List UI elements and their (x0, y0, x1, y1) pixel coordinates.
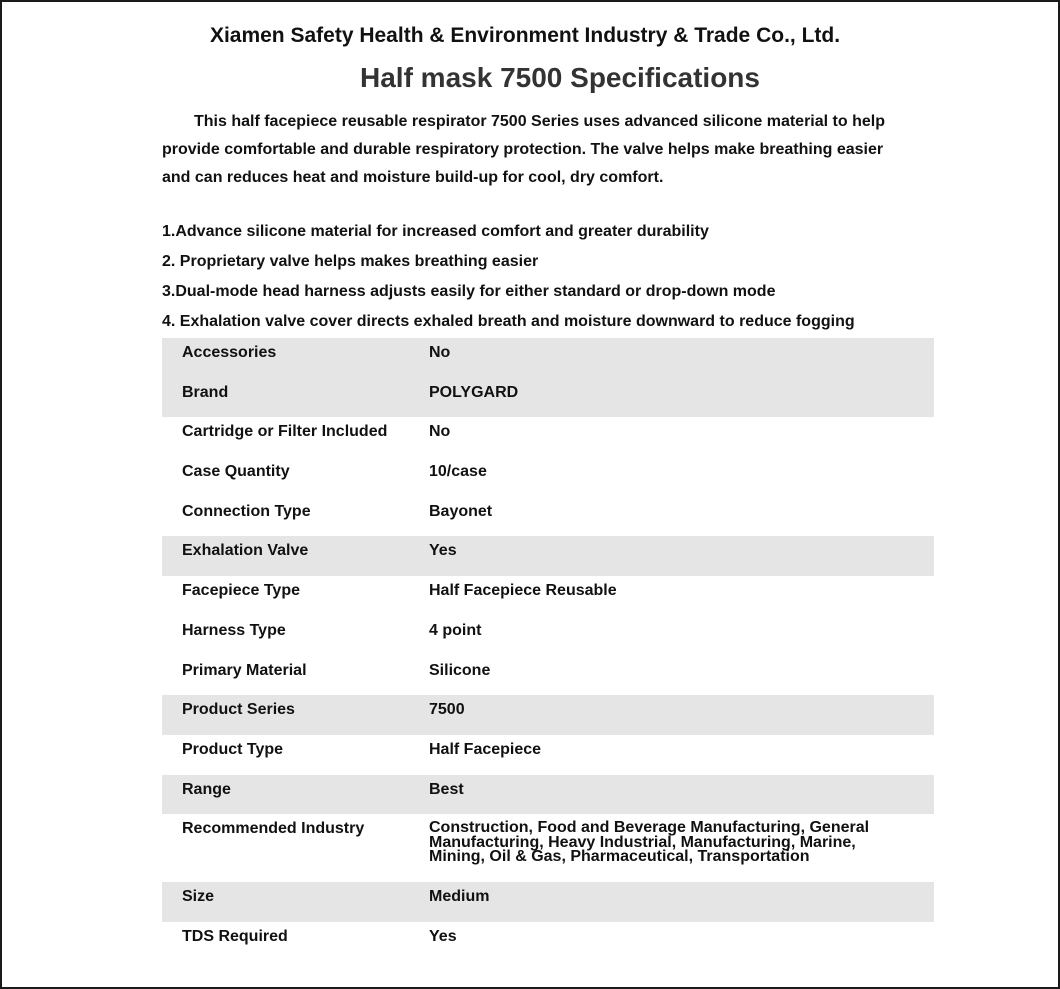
intro-line: This half facepiece reusable respirator 7500 Series uses advanced silicone material to help (194, 113, 885, 130)
feature-list (162, 218, 922, 338)
spec-value-line: Construction, Food and Beverage Manufacturing, General (429, 819, 870, 837)
spec-row-accessories (162, 338, 934, 378)
spec-value: Half Facepiece (429, 740, 542, 758)
intro-line: provide comfortable and durable respiratory protection. The valve helps make breathing easier (162, 141, 884, 158)
spec-row-cartridge (162, 417, 934, 457)
spec-label: Primary Material (182, 661, 307, 679)
spec-row-range (162, 775, 934, 815)
spec-label: Harness Type (182, 621, 286, 639)
spec-label: Cartridge or Filter Included (182, 423, 388, 441)
spec-label: Case Quantity (182, 463, 290, 481)
spec-label: Accessories (182, 344, 277, 361)
spec-row-exhalation-valve (162, 536, 934, 576)
spec-value (429, 821, 899, 865)
spec-value: No (429, 344, 451, 361)
spec-row-size (162, 882, 934, 922)
spec-table (162, 338, 934, 962)
spec-row-primary-material (162, 656, 934, 696)
spec-value: 4 point (429, 621, 482, 639)
spec-label: Brand (182, 383, 229, 401)
feature-item: 1.Advance silicone material for increased comfort and greater durability (162, 223, 709, 240)
spec-value: Silicone (429, 661, 491, 679)
spec-value-line: Mining, Oil & Gas, Pharmaceutical, Transportation (429, 848, 810, 866)
intro-line: and can reduces heat and moisture build-up for cool, dry comfort. (162, 169, 664, 186)
company-name: Xiamen Safety Health & Environment Industry & Trade Co., Ltd. (209, 24, 841, 47)
spec-row-product-series (162, 695, 934, 735)
spec-value: 10/case (429, 463, 487, 481)
spec-row-harness-type (162, 616, 934, 656)
spec-row-connection-type (162, 497, 934, 537)
spec-row-facepiece-type (162, 576, 934, 616)
spec-value: No (429, 423, 451, 441)
spec-label: Product Type (182, 740, 284, 758)
spec-label: TDS Required (182, 927, 288, 945)
spec-row-tds-required (162, 922, 934, 962)
spec-label: Connection Type (182, 502, 311, 520)
feature-item: 2. Proprietary valve helps makes breathing easier (162, 253, 539, 270)
spec-label: Exhalation Valve (182, 542, 309, 560)
spec-value-line: Manufacturing, Heavy Industrial, Manufacturing, Marine, (429, 833, 856, 851)
feature-item: 3.Dual-mode head harness adjusts easily for either standard or drop-down mode (162, 283, 776, 300)
spec-value: Medium (429, 888, 490, 906)
feature-item: 4. Exhalation valve cover directs exhaled breath and moisture downward to reduce fogging (162, 313, 855, 330)
spec-row-case-quantity (162, 457, 934, 497)
spec-value: Half Facepiece Reusable (429, 582, 617, 600)
spec-label: Size (182, 888, 215, 906)
spec-row-product-type (162, 735, 934, 775)
spec-label: Facepiece Type (182, 582, 300, 600)
spec-value: POLYGARD (429, 383, 519, 401)
spec-label: Product Series (182, 701, 295, 719)
spec-value: Bayonet (429, 502, 493, 520)
spec-value: Yes (429, 927, 457, 945)
spec-label: Range (182, 780, 231, 798)
spec-value: 7500 (429, 701, 465, 719)
page-title: Half mask 7500 Specifications (360, 62, 760, 93)
spec-label: Recommended Industry (182, 820, 365, 838)
spec-value: Best (429, 780, 464, 798)
intro-paragraph (162, 108, 902, 192)
spec-row-brand (162, 378, 934, 418)
spec-row-recommended-industry (162, 814, 934, 882)
spec-value: Yes (429, 542, 457, 560)
